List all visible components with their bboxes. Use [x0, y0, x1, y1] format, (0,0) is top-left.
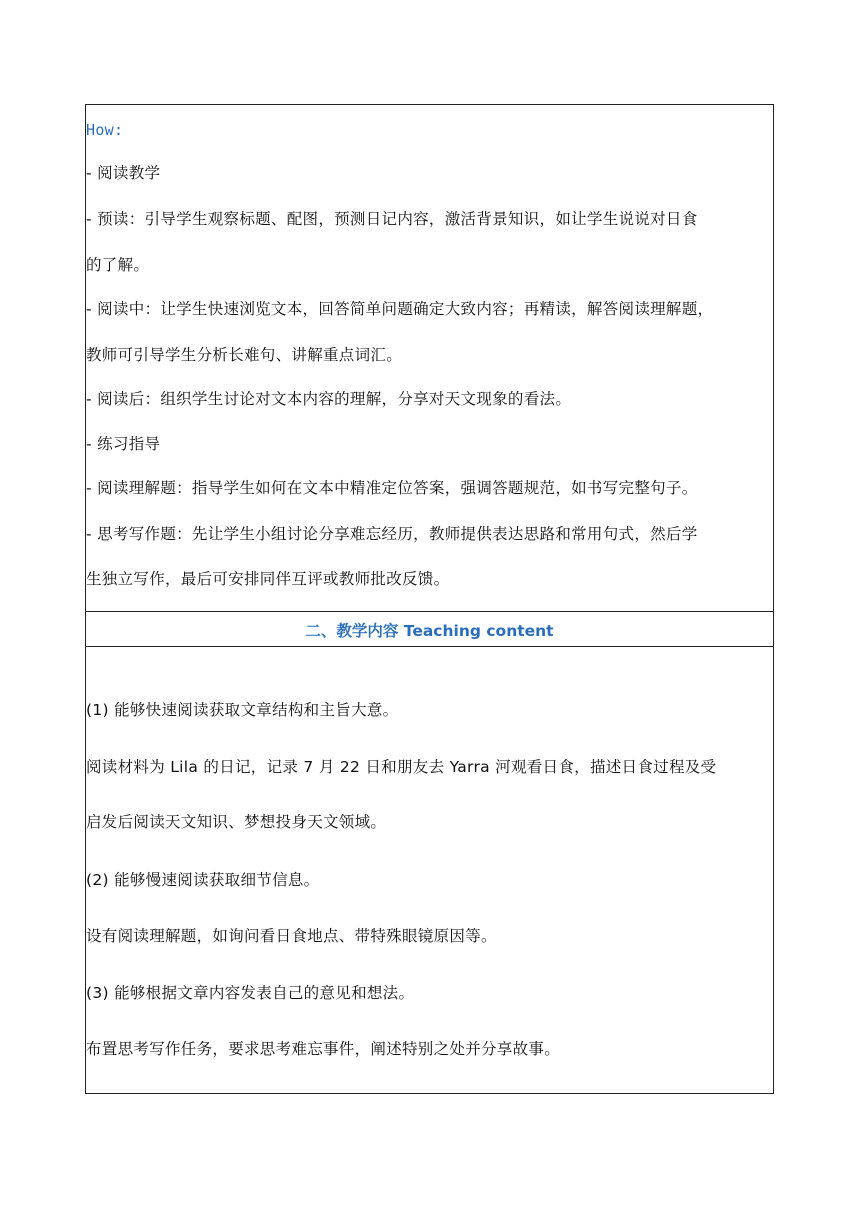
how-line: 的了解。	[86, 256, 150, 274]
how-line: - 练习指导	[86, 435, 161, 453]
section-header-row	[86, 611, 773, 647]
how-line: - 阅读中：让学生快速浏览文本，回答简单问题确定大致内容；再精读，解答阅读理解题，	[86, 300, 714, 318]
how-line: 生独立写作，最后可安排同伴互评或教师批改反馈。	[86, 570, 450, 588]
how-line: - 阅读理解题：指导学生如何在文本中精准定位答案，强调答题规范，如书写完整句子。	[86, 479, 698, 497]
how-line: - 预读：引导学生观察标题、配图，预测日记内容，激活背景知识，如让学生说说对日食	[86, 210, 698, 228]
content-line: 阅读材料为 Lila 的日记，记录 7 月 22 日和朋友去 Yarra 河观看日食，描述日食过程及受	[86, 758, 717, 776]
how-heading: How:	[86, 121, 124, 139]
content-line: 启发后阅读天文知识、梦想投身天文领域。	[86, 813, 387, 831]
content-line: 布置思考写作任务，要求思考难忘事件，阐述特别之处并分享故事。	[86, 1040, 561, 1058]
section-header-title: 二、教学内容 Teaching content	[305, 622, 554, 640]
content-line: (2) 能够慢速阅读获取细节信息。	[86, 871, 320, 889]
lesson-plan-table	[85, 104, 774, 1094]
content-line: (3) 能够根据文章内容发表自己的意见和想法。	[86, 984, 415, 1002]
how-line: - 阅读后：组织学生讨论对文本内容的理解，分享对天文现象的看法。	[86, 390, 572, 408]
how-line: - 阅读教学	[86, 164, 161, 182]
how-line: - 思考写作题：先让学生小组讨论分享难忘经历，教师提供表达思路和常用句式，然后学	[86, 525, 698, 543]
content-line: 设有阅读理解题，如询问看日食地点、带特殊眼镜原因等。	[86, 927, 497, 945]
content-line: (1) 能够快速阅读获取文章结构和主旨大意。	[86, 701, 399, 719]
how-line: 教师可引导学生分析长难句、讲解重点词汇。	[86, 346, 403, 364]
